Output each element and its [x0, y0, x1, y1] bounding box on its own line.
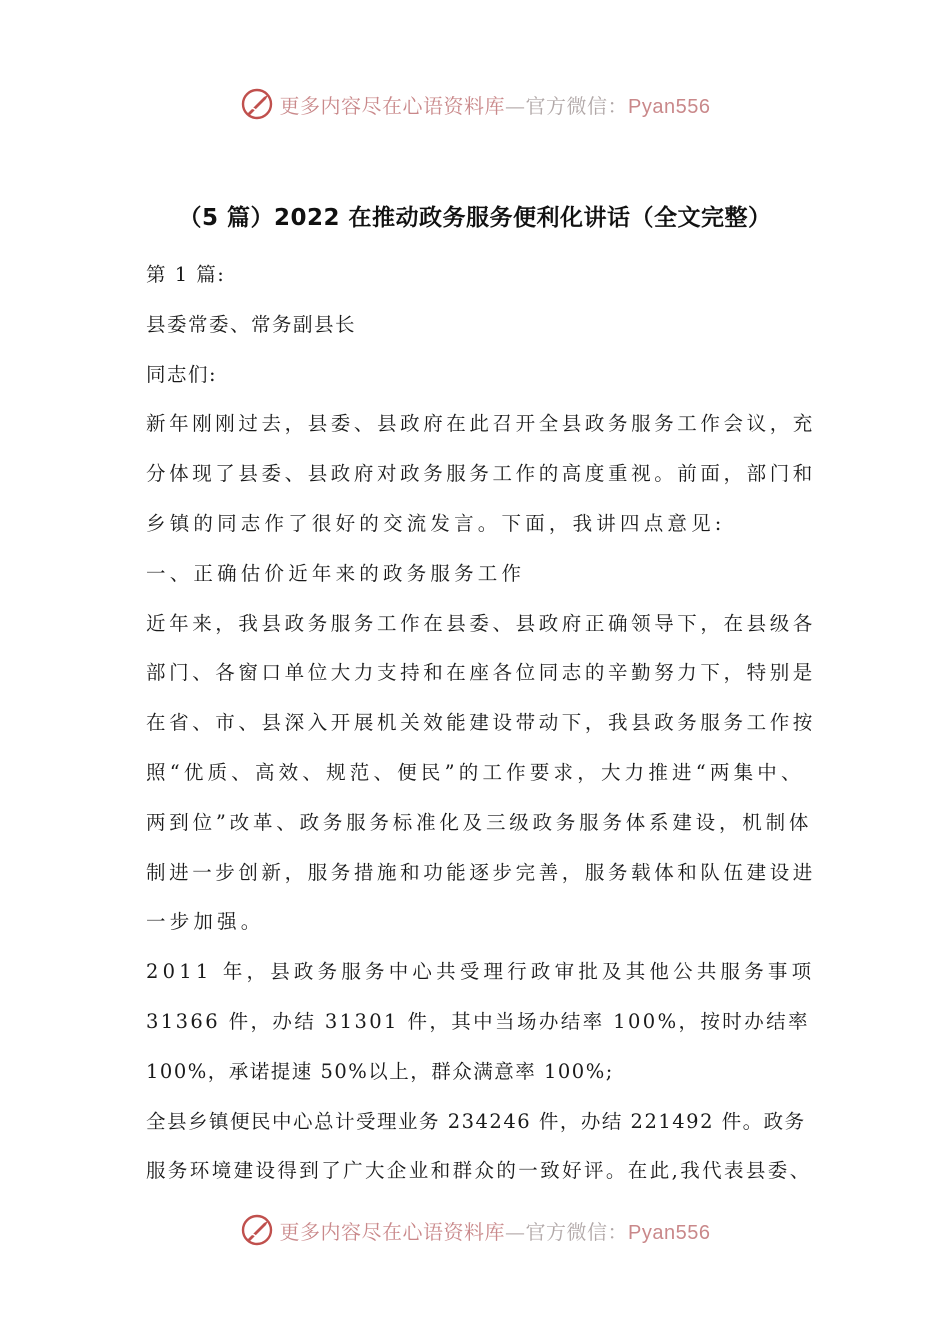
document-title: （5 篇）2022 在推动政务服务便利化讲话（全文完整） [178, 205, 772, 231]
body-line: 同志们: [146, 362, 218, 386]
watermark-text [280, 90, 711, 119]
body-line: 在省、市、县深入开展机关效能建设带动下，我县政务服务工作按 [146, 711, 816, 735]
body-line: 新年刚刚过去，县委、县政府在此召开全县政务服务工作会议，充 [146, 412, 816, 436]
body-line: 部门、各窗口单位大力支持和在座各位同志的辛勤努力下，特别是 [146, 661, 816, 685]
body-line: 乡镇的同志作了很好的交流发言。下面，我讲四点意见: [146, 511, 726, 535]
body-line: 制进一步创新，服务措施和功能逐步完善，服务载体和队伍建设进 [146, 860, 816, 884]
body-line: 县委常委、常务副县长 [146, 312, 357, 336]
body-line: 全县乡镇便民中心总计受理业务 234246 件，办结 221492 件。政务 [146, 1109, 806, 1133]
watermark-id: Pyan556 [628, 1221, 711, 1244]
body-line: 近年来，我县政务服务工作在县委、县政府正确领导下，在县级各 [146, 611, 816, 635]
body-line: 一、正确估价近年来的政务服务工作 [146, 561, 526, 585]
watermark-id: Pyan556 [628, 95, 711, 118]
watermark-main: 更多内容尽在心语资料库 [279, 93, 506, 118]
pen-logo-icon [240, 87, 274, 121]
body-line: 服务环境建设得到了广大企业和群众的一致好评。在此,我代表县委、 [146, 1159, 812, 1183]
watermark-dash: — [505, 93, 526, 118]
body-line: 第 1 篇: [146, 263, 226, 286]
watermark-main: 更多内容尽在心语资料库 [279, 1219, 506, 1244]
pen-logo-icon [240, 1213, 274, 1247]
watermark-label: 官方微信： [525, 93, 629, 118]
footer-watermark [0, 1210, 950, 1250]
header-watermark [0, 84, 950, 124]
body-line: 100%，承诺提速 50%以上，群众满意率 100%; [146, 1059, 614, 1083]
body-line: 分体现了县委、县政府对政务服务工作的高度重视。前面，部门和 [146, 462, 816, 486]
document-body [146, 250, 816, 1196]
body-line: 31366 件，办结 31301 件，其中当场办结率 100%，按时办结率 [146, 1009, 810, 1033]
watermark-label: 官方微信： [525, 1219, 629, 1244]
watermark-text [280, 1216, 711, 1245]
body-line: 一步加强。 [146, 910, 265, 934]
body-line: 两到位”改革、政务服务标准化及三级政务服务体系建设，机制体 [146, 810, 813, 834]
body-line: 照“优质、高效、规范、便民”的工作要求，大力推进“两集中、 [146, 760, 805, 784]
watermark-dash: — [505, 1219, 526, 1244]
body-line: 2011 年，县政务服务中心共受理行政审批及其他公共服务事项 [146, 960, 816, 984]
